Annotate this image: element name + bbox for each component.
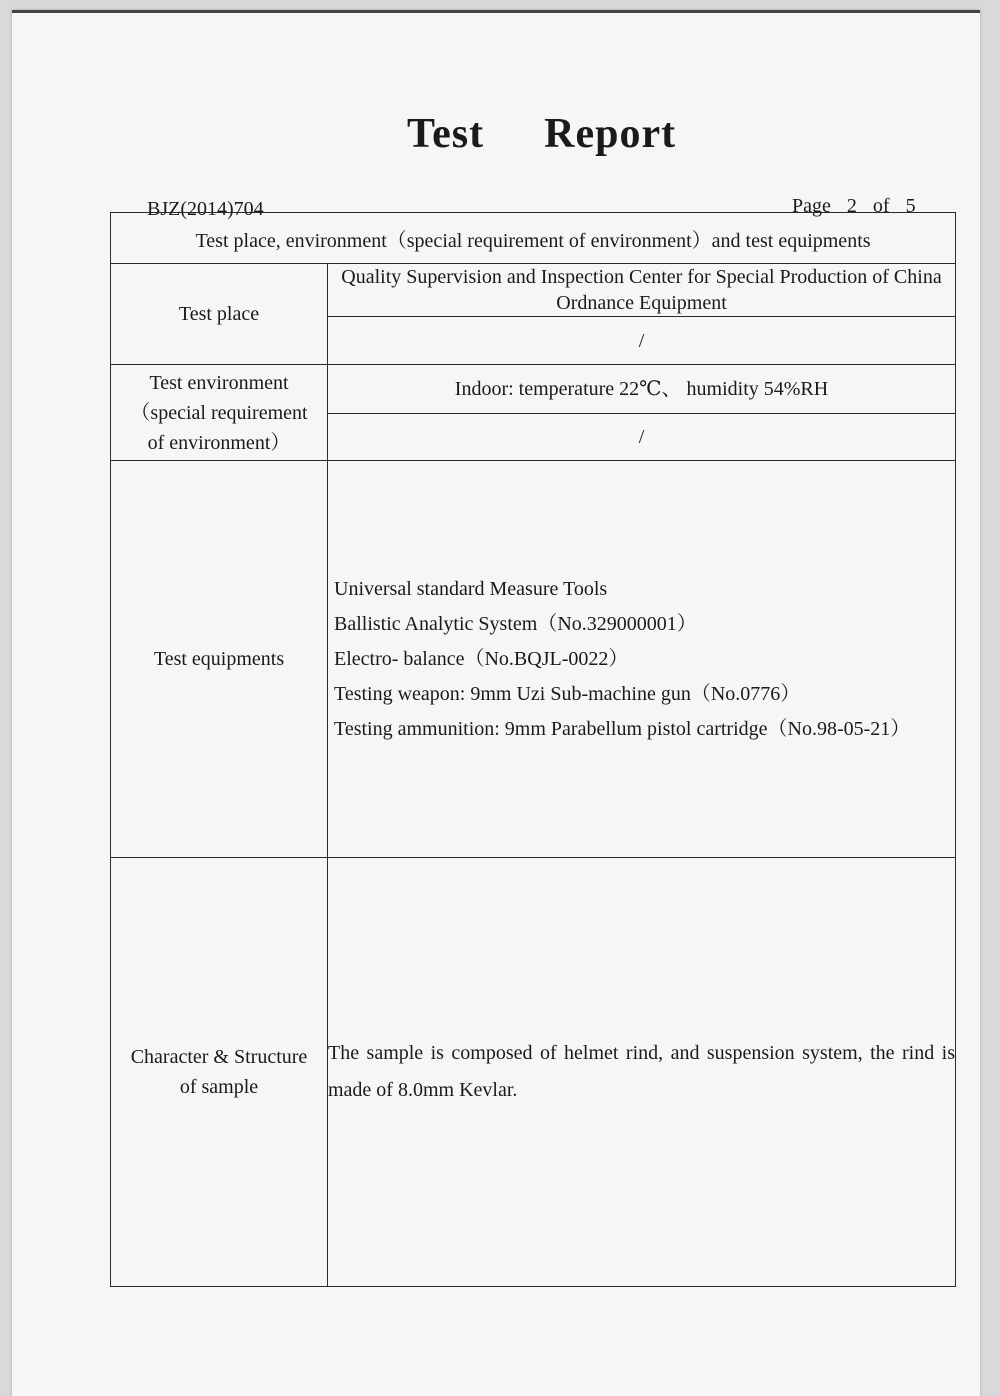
report-table bbox=[110, 212, 956, 1287]
test-environment-value: Indoor: temperature 22℃、 humidity 54%RH bbox=[328, 365, 956, 414]
test-environment-label bbox=[111, 365, 328, 461]
sample-label-line: of sample bbox=[179, 1076, 259, 1098]
equipment-item: Testing weapon: 9mm Uzi Sub-machine gun（No.0776） bbox=[334, 682, 801, 705]
sample-description: The sample is composed of helmet rind, and suspension system, the rind is made of 8.0mm Kevlar. bbox=[328, 858, 956, 1287]
equipment-item: Testing ammunition: 9mm Parabellum pistol cartridge（No.98-05-21） bbox=[334, 717, 911, 740]
test-place-extra: / bbox=[328, 317, 956, 365]
test-place-label: Test place bbox=[111, 264, 328, 365]
equipment-list bbox=[328, 572, 955, 747]
test-equipments-cell bbox=[328, 461, 956, 858]
table-header: Test place, environment（special requirement of environment）and test equipments bbox=[111, 213, 956, 264]
title-word-2: Report bbox=[544, 111, 677, 157]
equipment-item: Electro- balance（No.BQJL-0022） bbox=[334, 647, 629, 670]
test-environment-extra: / bbox=[328, 414, 956, 461]
test-environment-label-line: （special requirement bbox=[130, 401, 308, 424]
test-environment-label-line: Test environment bbox=[149, 371, 289, 394]
sample-label bbox=[111, 858, 328, 1287]
equipment-item: Universal standard Measure Tools bbox=[334, 577, 608, 600]
test-place-value: Quality Supervision and Inspection Center for Special Production of China Ordnance Equipment bbox=[328, 264, 956, 317]
of-label: of bbox=[872, 195, 890, 217]
top-rule bbox=[12, 10, 980, 13]
page-label: Page bbox=[792, 195, 831, 217]
page-title bbox=[407, 110, 676, 158]
title-word-1: Test bbox=[407, 111, 485, 157]
page-total: 5 bbox=[905, 195, 916, 217]
equipment-item: Ballistic Analytic System（No.329000001） bbox=[334, 612, 697, 635]
test-equipments-label: Test equipments bbox=[111, 461, 328, 858]
sample-label-line: Character & Structure bbox=[130, 1046, 308, 1068]
report-number: BJZ(2014)704 bbox=[147, 198, 264, 220]
page-current: 2 bbox=[846, 195, 857, 217]
test-environment-label-line: of environment） bbox=[147, 431, 291, 454]
